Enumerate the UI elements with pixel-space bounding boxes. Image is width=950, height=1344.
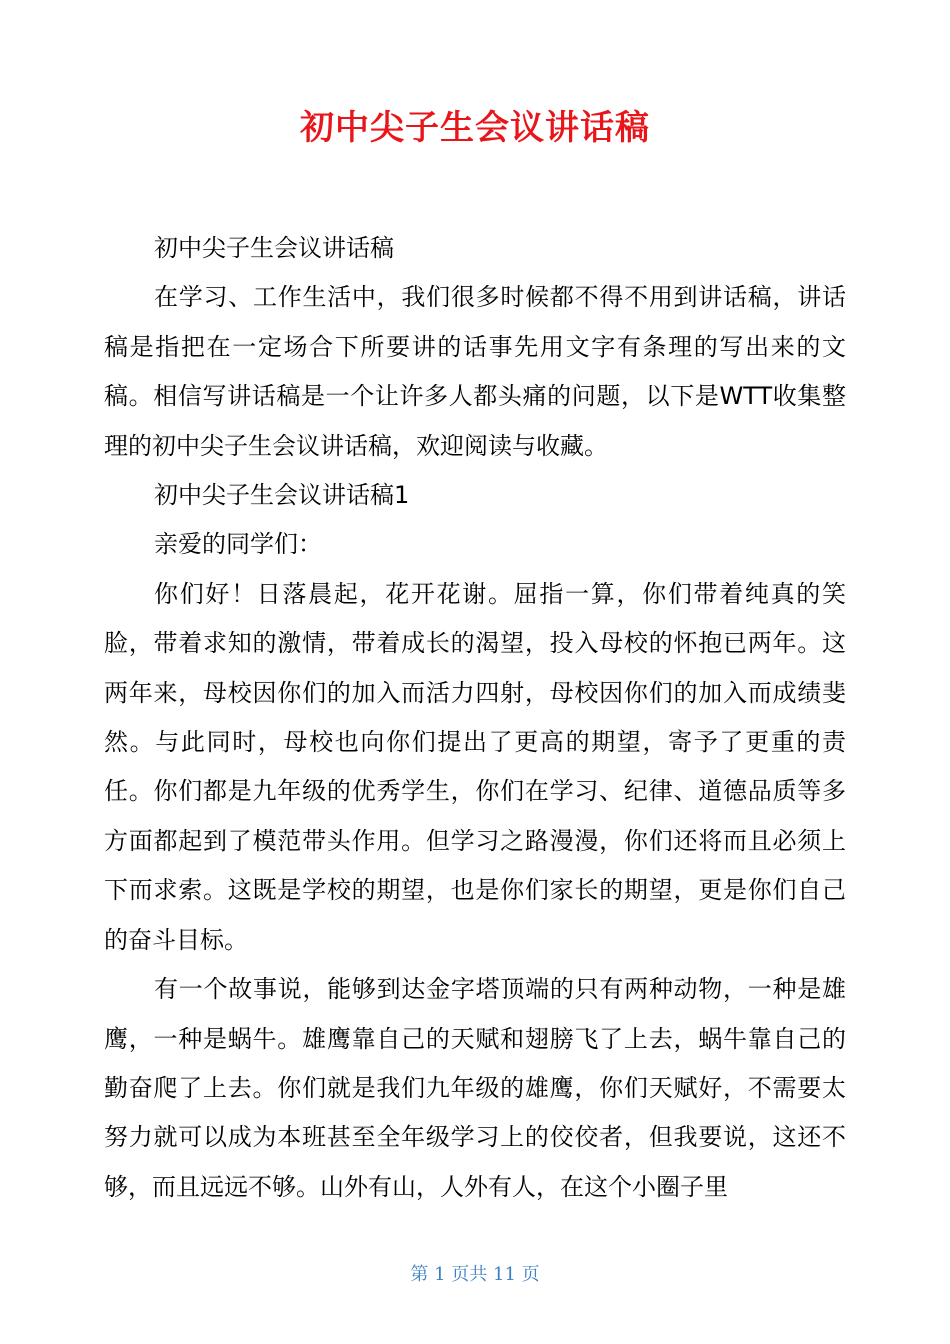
paragraph: 有一个故事说，能够到达金字塔顶端的只有两种动物，一种是雄鹰，一种是蜗牛。雄鹰靠自己的天赋和翅膀飞了上去，蜗牛靠自己的勤奋爬了上去。你们就是我们九年级的雄鹰，你们天赋好，不需要太努力就可以成为本班甚至全年级学习上的佼佼者，但我要说，这还不够，而且远远不够。山外有山，人外有人，在这个小圈子里 [104,975,846,1201]
document-body [104,224,846,1212]
page-number-footer: 第 1 页共 11 页 [410,1264,540,1285]
paragraph: 在学习、工作生活中，我们很多时候都不得不用到讲话稿，讲话稿是指把在一定场合下所要讲的话事先用文字有条理的写出来的文稿。相信写讲话稿是一个让许多人都头痛的问题，以下是WTT收集整理的初中尖子生会议讲话稿，欢迎阅读与收藏。 [104,283,846,460]
paragraph: 亲爱的同学们： [154,530,322,559]
paragraph: 初中尖子生会议讲话稿1 [154,481,410,510]
page-title: 初中尖子生会议讲话稿 [300,108,650,148]
paragraph: 初中尖子生会议讲话稿 [154,234,394,262]
paragraph: 你们好！日落晨起，花开花谢。屈指一算，你们带着纯真的笑脸，带着求知的激情，带着成长的渴望，投入母校的怀抱已两年。这两年来，母校因你们的加入而活力四射，母校因你们的加入而成绩斐然。与此同时，母校也向你们提出了更高的期望，寄予了更重的责任。你们都是九年级的优秀学生，你们在学习、纪律、道德品质等多方面都起到了模范带头作用。但学习之路漫漫，你们还将而且必须上下而求索。这既是学校的期望，也是你们家长的期望，更是你们自己的奋斗目标。 [104,579,846,954]
